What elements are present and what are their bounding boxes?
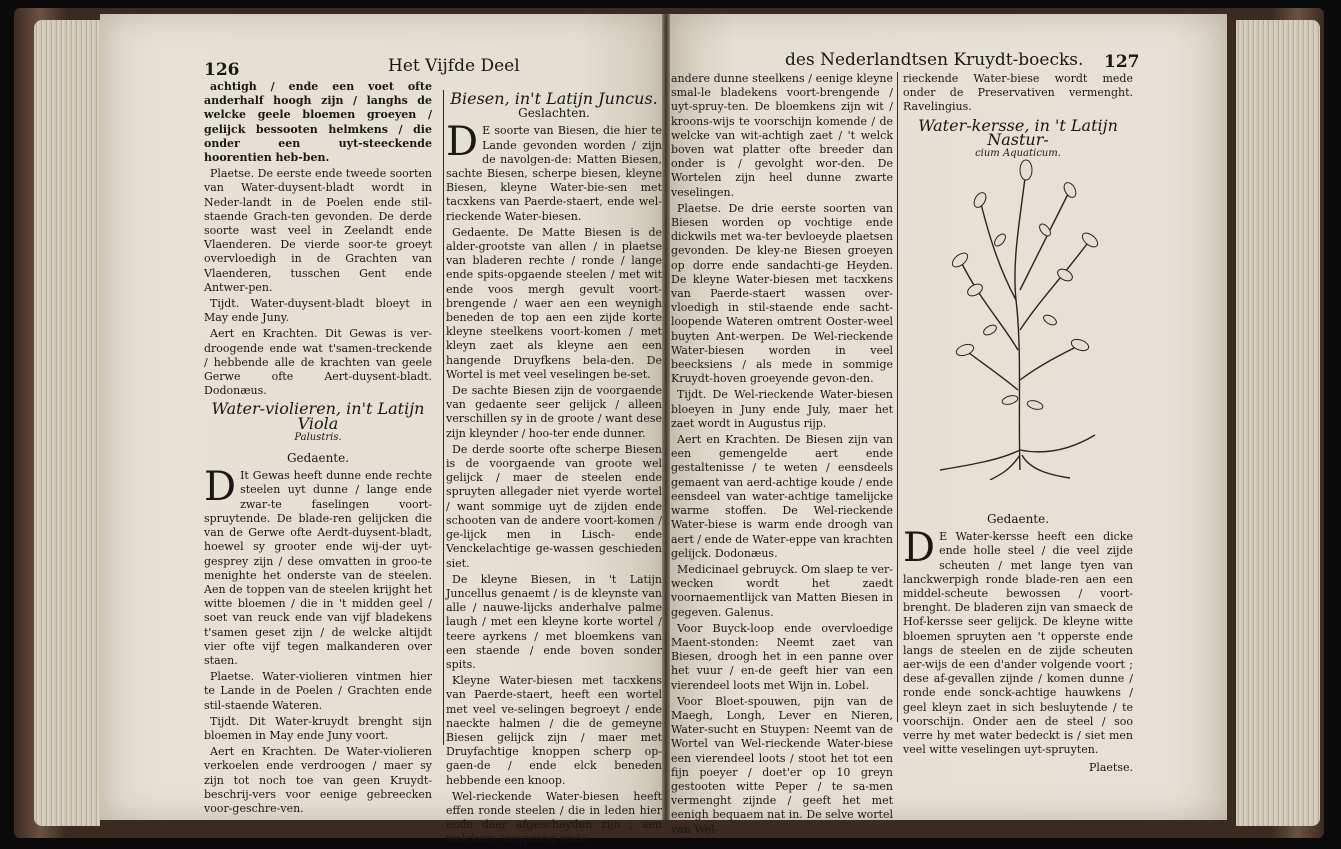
left-column-2 <box>446 88 662 849</box>
paragraph: De kleyne Biesen, in 't Latijn Juncellus genaemt / is de kleynste van alle / nauwe-lijcks anderhalve palme laugh / met een kleyne korte wortel / teere ayrkens / met bloemkens van een staende / ende boven sonder spits. <box>446 572 662 671</box>
page-edges-left <box>34 20 100 826</box>
paragraph: Voor Bloet-spouwen, pijn van de Maegh, Longh, Lever en Nieren, Water-sucht en Stuypen: Neemt van de Wortel van Wel-rieckende Water-biese een vierendeel loots / stoot het tot een fijn poeyer / doet'er op 10 greyn gestooten witte Peper / te sa-men vermenght zijnde / geeft het met eenigh bequaem nat in. De selve wortel van Wel- <box>671 694 893 836</box>
column-rule <box>897 72 898 722</box>
column-rule <box>443 90 444 745</box>
left-page-number: 126 <box>204 60 240 80</box>
paragraph: rieckende Water-biese wordt mede onder de Preservativen vermenght. Ravelingius. <box>903 72 1133 114</box>
paragraph: De derde soorte ofte scherpe Biesen is de voorgaende van groote wel gelijck / maer de steelen ende spruyten allegader niet vyerde wortel / want sommige uyt de zijden ende schooten van de andere voort-komen / ge-lijck men in Lisch- ende Venckelachtige ge-wassen geschieden siet. <box>446 442 662 570</box>
right-page-number: 127 <box>1104 52 1140 72</box>
water-cress-woodcut-illustration <box>930 150 1110 480</box>
subheading: Gedaente. <box>986 512 1050 526</box>
catchword: Plaetse. <box>1088 761 1133 775</box>
drop-cap: D <box>446 119 479 166</box>
subheading: Gedaente. <box>286 451 350 466</box>
subheading: Geslachten. <box>518 106 590 121</box>
page-edges-right <box>1236 20 1320 826</box>
section-title: Biesen, in't Latijn Juncus. <box>450 89 658 108</box>
section-title-sub: cium Aquaticum. <box>975 148 1061 160</box>
paragraph: Plaetse. Water-violieren vintmen hier te Lande in de Poelen / Grachten ende stil-staende Wateren. <box>204 670 432 712</box>
paragraph: It Gewas heeft dunne ende rechte steelen uyt dunne / lange ende zwar-te faselingen voort-spruytende. De blade-ren gelijcken die van de Gerwe ofte Aerdt-duysent-bladt, hoewel sy grooter ende wij-der uyt-gesprey zijn / dese omvatten in groo-te menighte het onderste van de steelen. Aen de toppen van de steelen krijght het witte bloemen / die in 't midden geel / soet van reuck ende van vijf bladekens t'samen geset zijn / de welcke altijdt vier ofte vijf tegen malkanderen over staen. <box>204 469 432 667</box>
paragraph: De sachte Biesen zijn de voorgaende van gedaente seer gelijck / alleen verschillen sy in de groote / want dese zijn kleynder / hoo-ter ende dunner. <box>446 384 662 440</box>
paragraph: Voor Buyck-loop ende overvloedige Maent-stonden: Neemt zaet van Biesen, droogh het in een panne over het vuur / en-de geeft hier van een vierendeel loots met Wijn in. Lobel. <box>671 621 893 692</box>
book-gutter <box>662 14 670 820</box>
paragraph: E soorte van Biesen, die hier te Lande gevonden worden / zijn de navolgen-de: Matten Biesen, sachte Biesen, scherpe biesen, kleyne Biesen, kleyne Water-bie-sen met tacxkens van Paerde-staert, ende wel-rieckende Water-biesen. <box>446 124 662 223</box>
paragraph: Tijdt. Dit Water-kruydt brenght sijn bloemen in May ende Juny voort. <box>204 714 432 742</box>
left-running-header: Het Vijfde Deel <box>388 56 520 76</box>
drop-cap: D <box>204 464 237 511</box>
paragraph: achtigh / ende een voet ofte anderhalf hoogh zijn / langhs de welcke geele bloemen groeyen / gelijck bessooten helmkens / die onder een uyt-steeckende hoorentien heb-ben. <box>204 80 432 165</box>
paragraph: Plaetse. De eerste ende tweede soorten van Water-duysent-bladt wordt in Neder-landt in de Poelen ende stil-staende Grach-ten gevonden. De derde soorte wast veel in Zeelandt ende Vlaenderen. De vierde soor-te groeyt overvloedigh in de Grachten van Vlaenderen, tusschen Gent ende Antwer-pen. <box>204 167 432 294</box>
paragraph: Tijdt. Water-duysent-bladt bloeyt in May ende Juny. <box>204 297 432 325</box>
paragraph: andere dunne steelkens / eenige kleyne smal-le bladekens voort-brengende / uyt-spruy-ten. De bloemkens zijn wit / kroons-wijs te voorschijn komende / de welcke van wit-achtigh zaet / 't welck boven wat platter ofte breeder dan onder is / gevolght wor-den. De Wortelen zijn heel dunne zwarte veselingen. <box>671 72 893 199</box>
paragraph: E Water-kersse heeft een dicke ende holle steel / die veel zijde scheuten / met lange tyen van lanckwerpigh ronde blade-ren aen een middel-scheute bewossen / voort-brenght. De bladeren zijn van smaeck de Hof-kersse seer gelijck. De kleyne witte bloemen spruyten aen 't opperste ende langs de steelen en de zijde scheuten aer-wijs de een d'ander volgende voort ; dese af-gevallen zijnde / komen dunne / ronde ende sonck-achtige hauwkens / geel kleyn zaet in sich besluytende / te voorschijn. Onder aen de steel / soo verre hy met water bedeckt is / siet men veel witte veselingen uyt-spruyten. <box>903 530 1133 757</box>
right-running-header: des Nederlandtsen Kruydt-boecks. <box>785 50 1084 70</box>
paragraph: Aert en Krachten. De Biesen zijn van een gemengelde aert ende gestaltenisse / te weten / eensdeels gemaent van aerd-achtige koude / ende eensdeel van water-achtige tamelijcke warme stoffen. De Wel-rieckende Water-biese is warm ende droogh van aert / ende de Water-eppe van krachten gelijck. Dodonæus. <box>671 433 893 560</box>
section-title: Water-violieren, in't Latijn Viola <box>211 399 425 433</box>
paragraph: Gedaente. De Matte Biesen is de alder-grootste van allen / in plaetse van bladeren rechte / ronde / lange ende spits-opgaende steelen / met wit ende voos mergh gevult voort-brengende / waer aen een weynigh beneden de top aen een zijde korte kleyne steelkens voort-komen / met kleyn zaet als kleyne aen een hangende Druyfkens bela-den. De Wortel is met veel veselingen be-set. <box>446 225 662 381</box>
paragraph: Aert en Krachten. Dit Gewas is ver-droogende ende wat t'samen-treckende / hebbende alle de krachten van geele Gerwe ofte Aert-duysent-bladt. Dodonæus. <box>204 327 432 398</box>
section-title: Water-kersse, in 't Latijn Nastur- <box>918 115 1118 149</box>
drop-cap: D <box>903 525 936 572</box>
paragraph: Tijdt. De Wel-rieckende Water-biesen bloeyen in Juny ende July, maer het zaet wordt in Augustus rijp. <box>671 388 893 430</box>
paragraph: Plaetse. De drie eerste soorten van Biesen worden op vochtige ende dickwils met wa-ter bevloeyde plaetsen gevonden. De kley-ne Biesen groeyen op dorre ende sandachti-ge Heyden. De kleyne Water-biesen met tacxkens van Paerde-staert wassen over-vloedigh in stil-staende ende sacht-loopende Wateren omtrent Ooster-weel buyten Ant-werpen. De Wel-rieckende Water-biesen worden in veel beecksiens / als mede in sommige Kruydt-hoven groeyende gevon-den. <box>671 201 893 386</box>
paragraph: Kleyne Water-biesen met tacxkens van Paerde-staert, heeft een wortel met veel ve-selingen begroeyt / ende naeckte halmen / die de gemeyne Biesen gelijck zijn / maer met Druyfachtige knoppen scherp op-gaen-de / ende elck beneden hebbende een knoop. <box>446 674 662 787</box>
paragraph: Aert en Krachten. De Water-violieren verkoelen ende verdroogen / maer sy zijn tot noch toe van geen Kruydt-beschrij-vers voor eenige gebreecken voor-geschre-ven. <box>204 745 432 815</box>
right-column-2-lower <box>903 506 1133 776</box>
right-column-1 <box>671 72 893 839</box>
paragraph: Medicinael gebruyck. Om slaep te ver-wecken wordt het zaedt voornaementlijck van Matten Biesen in gegeven. Galenus. <box>671 562 893 619</box>
paragraph: Wel-rieckende Water-biesen heeft effen ronde steelen / die in leden hier ende daer afgescheyden zijn ; aen welckers oorsprong ende <box>446 789 662 846</box>
left-column-1 <box>204 80 432 818</box>
section-title-sub: Palustris. <box>294 431 342 443</box>
